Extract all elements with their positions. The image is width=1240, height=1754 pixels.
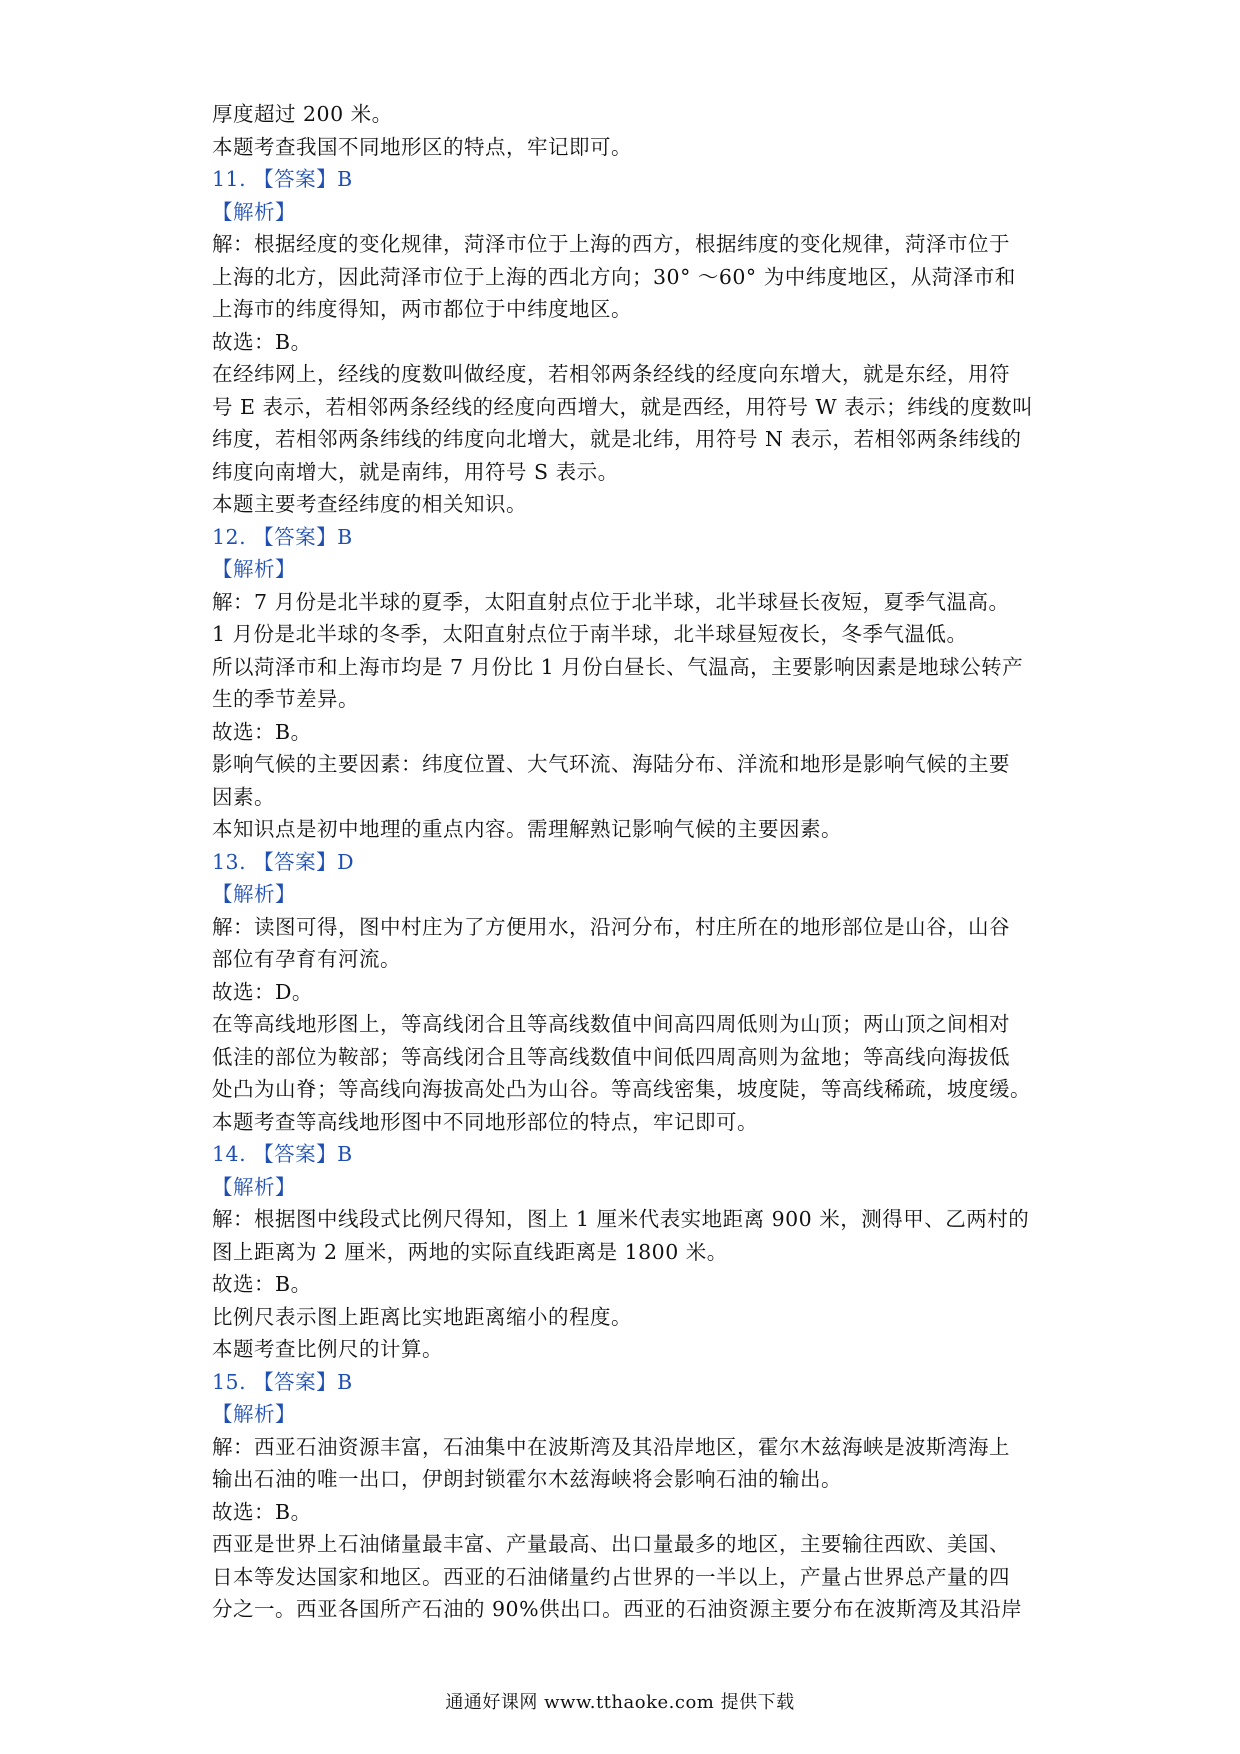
text-line: 1 月份是北半球的冬季，太阳直射点位于南半球，北半球昼短夜长，冬季气温低。 (212, 622, 968, 646)
answer-heading: 11. 【答案】B (212, 167, 353, 191)
text-line: 本知识点是初中地理的重点内容。需理解熟记影响气候的主要因素。 (212, 817, 842, 841)
text-line: 故选：B。 (212, 1499, 312, 1524)
text-line: 解：根据经度的变化规律，菏泽市位于上海的西方，根据纬度的变化规律，菏泽市位于 (212, 232, 1010, 256)
text-line: 本题主要考查经纬度的相关知识。 (212, 492, 527, 516)
text-line: 处凸为山脊；等高线向海拔高处凸为山谷。等高线密集，坡度陡，等高线稀疏，坡度缓。 (212, 1077, 1031, 1101)
answer-heading: 14. 【答案】B (212, 1142, 353, 1166)
text-line: 影响气候的主要因素：纬度位置、大气环流、海陆分布、洋流和地形是影响气候的主要 (212, 752, 1010, 776)
text-line: 比例尺表示图上距离比实地距离缩小的程度。 (212, 1304, 632, 1329)
answer-heading: 13. 【答案】D (212, 849, 355, 874)
analysis-heading: 【解析】 (212, 557, 296, 581)
text-line: 纬度，若相邻两条纬线的纬度向北增大，就是北纬，用符号 N 表示，若相邻两条纬线的 (212, 427, 1022, 451)
text-line: 解：7 月份是北半球的夏季，太阳直射点位于北半球，北半球昼长夜短，夏季气温高。 (212, 589, 1010, 614)
text-line: 号 E 表示，若相邻两条经线的经度向西增大，就是西经，用符号 W 表示；纬线的度数叫 (212, 394, 1034, 419)
text-line: 分之一。西亚各国所产石油的 90%供出口。西亚的石油资源主要分布在波斯湾及其沿岸 (212, 1597, 1023, 1621)
text-line: 故选：D。 (212, 979, 313, 1004)
text-line: 所以菏泽市和上海市均是 7 月份比 1 月份白昼长、气温高，主要影响因素是地球公转产 (212, 654, 1024, 679)
analysis-heading: 【解析】 (212, 1402, 296, 1426)
answer-heading: 12. 【答案】B (212, 524, 353, 549)
page-footer: 通通好课网 www.tthaoke.com 提供下载 (445, 1692, 795, 1713)
text-line: 在等高线地形图上，等高线闭合且等高线数值中间高四周低则为山顶；两山顶之间相对 (212, 1012, 1010, 1036)
analysis-heading: 【解析】 (212, 882, 296, 906)
text-line: 解：根据图中线段式比例尺得知，图上 1 厘米代表实地距离 900 米，测得甲、乙两村的 (212, 1207, 1030, 1231)
text-line: 故选：B。 (212, 719, 312, 744)
analysis-heading: 【解析】 (212, 1174, 296, 1199)
text-line: 西亚是世界上石油储量最丰富、产量最高、出口量最多的地区，主要输往西欧、美国、 (212, 1532, 1010, 1556)
text-line: 低洼的部位为鞍部；等高线闭合且等高线数值中间低四周高则为盆地；等高线向海拔低 (212, 1044, 1010, 1069)
text-line: 部位有孕育有河流。 (212, 947, 401, 971)
text-line: 厚度超过 200 米。 (212, 102, 393, 126)
text-line: 日本等发达国家和地区。西亚的石油储量约占世界的一半以上，产量占世界总产量的四 (212, 1564, 1010, 1589)
answer-heading: 15. 【答案】B (212, 1369, 353, 1394)
text-line: 本题考查比例尺的计算。 (212, 1337, 443, 1361)
text-line: 输出石油的唯一出口，伊朗封锁霍尔木兹海峡将会影响石油的输出。 (212, 1467, 842, 1491)
analysis-heading: 【解析】 (212, 199, 296, 224)
text-line: 因素。 (212, 784, 275, 809)
text-line: 故选：B。 (212, 1272, 312, 1296)
text-line: 解：西亚石油资源丰富，石油集中在波斯湾及其沿岸地区，霍尔木兹海峡是波斯湾海上 (212, 1434, 1010, 1459)
text-line: 在经纬网上，经线的度数叫做经度，若相邻两条经线的经度向东增大，就是东经，用符 (212, 362, 1010, 386)
text-line: 本题考查等高线地形图中不同地形部位的特点，牢记即可。 (212, 1109, 758, 1134)
document-page (212, 98, 1042, 1626)
text-line: 解：读图可得，图中村庄为了方便用水，沿河分布，村庄所在的地形部位是山谷，山谷 (212, 914, 1010, 939)
text-line: 上海的北方，因此菏泽市位于上海的西北方向；30° ～60° 为中纬度地区，从菏泽市和 (212, 264, 1016, 289)
text-line: 纬度向南增大，就是南纬，用符号 S 表示。 (212, 459, 619, 484)
text-line: 图上距离为 2 厘米，两地的实际直线距离是 1800 米。 (212, 1239, 728, 1264)
text-line: 上海市的纬度得知，两市都位于中纬度地区。 (212, 297, 632, 321)
text-line: 生的季节差异。 (212, 687, 359, 711)
text-line: 故选：B。 (212, 329, 312, 354)
text-line: 本题考查我国不同地形区的特点，牢记即可。 (212, 134, 632, 159)
